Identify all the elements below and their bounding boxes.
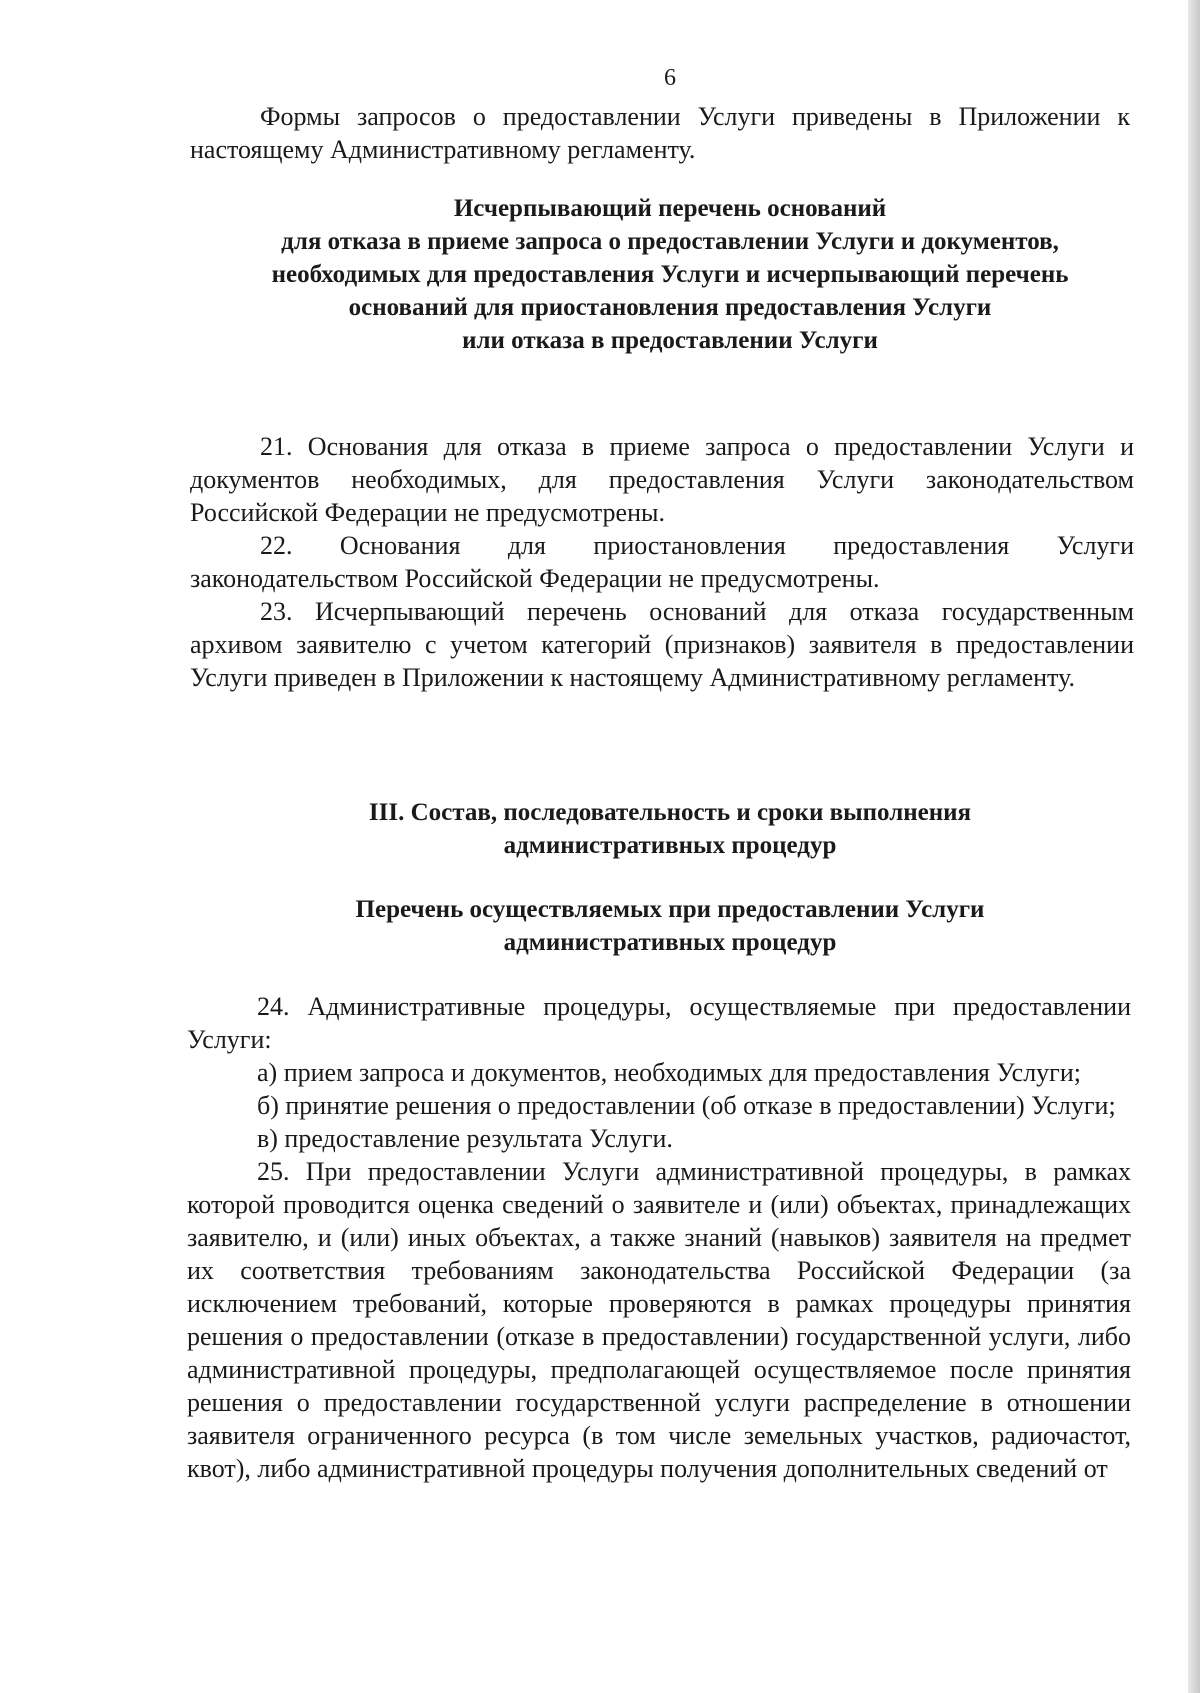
heading-title xyxy=(200,192,1140,357)
paragraph-22: 22. Основания для приостановления предоставления Услуги законодательством Российской Федерации не предусмотрены. xyxy=(190,531,1134,593)
heading-procedures-list xyxy=(200,893,1140,959)
intro-paragraph: Формы запросов о предоставлении Услуги приведены в Приложении к настоящему Административному регламенту. xyxy=(190,102,1130,164)
paragraph-25: 25. При предоставлении Услуги административной процедуры, в рамках которой проводится оценка сведений о заявителе и (или) объектах, принадлежащих заявителю, и (или) иных объектах, а также знаний (навыков) заявителя на предмет их соответствия требованиям законодательства Российской Федерации (за исключением требований, которые проверяются в рамках процедуры принятия решения о предоставлении (отказе в предоставлении) государственной услуги, либо административной процедуры, предполагающей осуществляемое после принятия решения о предоставлении государственной услуги распределение в отношении заявителя ограниченного ресурса (в том числе земельных участков, радиочастот, квот), либо административной процедуры получения дополнительных сведений от xyxy=(187,1157,1131,1483)
heading-line: Исчерпывающий перечень оснований xyxy=(453,195,887,222)
heading-line: Перечень осуществляемых при предоставлении Услуги xyxy=(355,896,985,923)
intro-block xyxy=(190,100,1130,166)
heading-line: оснований для приостановления предоставления Услуги xyxy=(348,294,992,321)
list-item-c: в) предоставление результата Услуги. xyxy=(257,1124,673,1153)
paragraph-24: 24. Административные процедуры, осуществляемые при предоставлении Услуги: xyxy=(187,992,1131,1054)
heading-line: административных процедур xyxy=(503,929,837,956)
list-item-b: б) принятие решения о предоставлении (об отказе в предоставлении) Услуги; xyxy=(257,1091,1116,1120)
page-number: 6 xyxy=(664,65,676,91)
paragraph-21: 21. Основания для отказа в приеме запроса о предоставлении Услуги и документов необходимых, для предоставления Услуги законодательством Российской Федерации не предусмотрены. xyxy=(190,432,1134,527)
paragraph-23: 23. Исчерпывающий перечень оснований для отказа государственным архивом заявителю с учетом категорий (признаков) заявителя в предоставлении Услуги приведен в Приложении к настоящему Административному регламенту. xyxy=(190,597,1134,692)
section-procedures xyxy=(187,990,1131,1485)
heading-line: для отказа в приеме запроса о предоставлении Услуги и документов, xyxy=(281,228,1059,255)
heading-line: необходимых для предоставления Услуги и исчерпывающий перечень xyxy=(271,261,1069,288)
heading-grounds-refusal xyxy=(200,192,1140,357)
heading-section-iii xyxy=(200,796,1140,862)
heading-title xyxy=(200,796,1140,862)
list-item-a: а) прием запроса и документов, необходимых для предоставления Услуги; xyxy=(257,1058,1081,1087)
page-edge-shadow xyxy=(1188,0,1200,1693)
heading-title xyxy=(200,893,1140,959)
heading-line: административных процедур xyxy=(503,832,837,859)
section-grounds xyxy=(190,430,1134,694)
heading-line: или отказа в предоставлении Услуги xyxy=(462,327,878,354)
heading-line: III. Состав, последовательность и сроки выполнения xyxy=(368,799,972,826)
